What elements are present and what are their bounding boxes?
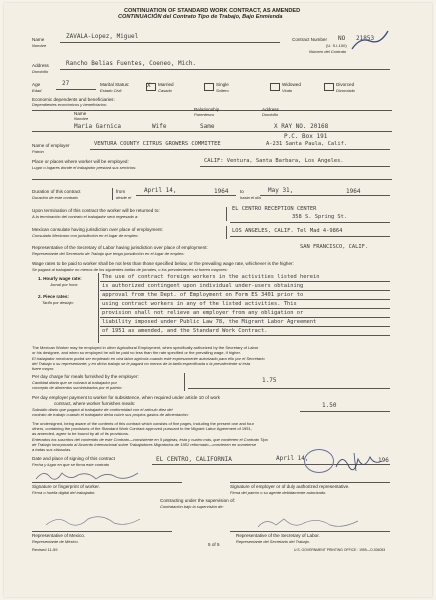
employer-signature-line <box>230 482 390 483</box>
revised-date: Revised 11-59 <box>32 547 58 552</box>
meals-value: 1.75 <box>262 377 277 384</box>
contract-number-label: Contract Number <box>292 37 327 42</box>
consulate-label: Mexican consulate having jurisdiction over place of employment: <box>32 227 163 232</box>
wage-intro-es: Se pagará al trabajador no menos de los siguientes tarifas de jornales, o los prevalecientes si fueren mayores: <box>32 267 228 272</box>
subsistence-value: 1.50 <box>322 402 337 409</box>
contract-page <box>4 3 432 597</box>
address-label-es: Domicilio <box>32 69 49 74</box>
wage-rule <box>100 290 390 291</box>
divorced-label-es: Divorciado <box>336 88 355 93</box>
subsistence-label-es: Subsidio diario que pagará al trabajador de conformidad con el artículo diez del <box>32 407 173 412</box>
worker-name: ZAVALA-Lopez, Miguel <box>66 33 139 40</box>
single-checkbox <box>204 83 214 91</box>
wage-rule <box>100 308 390 309</box>
subsistence-label: Per day employer payment to worker for subsistence, when required under article 10 of work <box>32 395 220 400</box>
wage-text-line: liability imposed under Public Law 78, the Migrant Labor Agreement <box>102 319 317 325</box>
transfer-text-line: The Mexican Worker may be employed in other Agricultural Employment, when specifically authorized by the Secretary of Labor <box>32 345 259 350</box>
divorced-label: Divorced <box>336 82 355 87</box>
signing-year: 196 <box>378 457 389 464</box>
employer-address: A-231 Santa Paula, Calif. <box>266 141 348 147</box>
employer-signature-icon <box>334 451 386 473</box>
divorced-checkbox <box>324 83 334 91</box>
duration-divider <box>112 188 113 200</box>
dependent-address: Same <box>200 123 215 130</box>
return-label: Upon termination of this contract the worker will be returned to: <box>32 208 160 213</box>
signing-place: EL CENTRO, CALIFORNIA <box>156 456 232 463</box>
official-stamp <box>304 449 334 473</box>
mexico-rep-label: Representative of Mexico. <box>32 533 86 538</box>
from-label: from <box>116 189 126 194</box>
wage-divider <box>98 273 99 343</box>
page-number: 5 of 5 <box>208 542 220 547</box>
widowed-checkbox <box>270 83 280 91</box>
piece-label-es: Tarifa por destajo: <box>42 300 74 305</box>
place-label: Place or places where worker will be employed: <box>32 159 129 164</box>
wage-text-line: using contract workers in any of the listed activities. This <box>102 301 297 307</box>
reception-center: EL CENTRO RECEPTION CENTER <box>232 206 317 212</box>
signing-label-es: Fecha y lugar en que se firma este contrato <box>32 462 110 467</box>
supervision-label: Contracting under the supervision of: <box>160 498 236 503</box>
contract-number: 21853 <box>356 35 375 42</box>
marital-label-es: Estado Civil: <box>100 88 123 93</box>
labor-rep-line <box>230 531 390 532</box>
employer-underline <box>90 149 390 150</box>
name-underline <box>60 42 280 43</box>
transfer-text-line: fuere mayor. <box>32 366 55 371</box>
return-underline <box>230 222 390 223</box>
place-label-es: Lugar o lugares donde el trabajador prestará sus servicios: <box>32 165 137 170</box>
age-label: Age <box>32 82 41 87</box>
worker-signature-label-es: Firma o huella digital del trabajador. <box>32 490 96 495</box>
address-underline <box>60 69 390 70</box>
meals-underline <box>188 388 390 389</box>
employer-label: Name of employer <box>32 143 70 148</box>
consulate-divider <box>226 226 227 239</box>
dep-addr-col-es: Domicilio <box>262 112 279 117</box>
meals-label: Per day charge for meals furnished by the employer: <box>32 374 139 379</box>
widowed-label: Widowed <box>282 82 301 87</box>
mexico-rep-line <box>32 531 172 532</box>
consulate-label-es: Consulado Mexicano con jurisdicción en el lugar de empleo: <box>32 233 139 238</box>
to-year: 1964 <box>346 188 361 195</box>
meals-label-es: Cantidad diaria que se cobrará al trabajador por <box>32 380 117 385</box>
dep-rel-col: Relationship <box>194 107 220 112</box>
meals-divider <box>184 373 185 391</box>
worker-signature-line <box>32 482 182 483</box>
from-label-es: desde el <box>116 195 132 200</box>
labor-rep-label-es: Representante del Secretario del Trabajo. <box>236 539 310 544</box>
from-date: April 14, <box>144 187 177 194</box>
employer-signature-label: Signature of employer or of duly authorized representative. <box>230 484 350 489</box>
dependent-name: Maria Garnica <box>74 123 121 130</box>
married-check-mark: X <box>147 82 151 89</box>
wage-rule <box>100 317 390 318</box>
single-label: Single <box>216 82 229 87</box>
agreement-text-line: others, containing the provisions of the Standard Work Contract approved pursuant to the Migrant Labor Agreement of 1951, <box>32 426 252 431</box>
age-label-es: Edad <box>32 88 42 93</box>
agreement-text-line: The undersigned, being aware of the contents of this contract which consists of five pages, including the present one and four <box>32 421 254 426</box>
hourly-label-es: Jornal por hora: <box>50 282 79 287</box>
contract-number-sub: (U. S.I-100) <box>326 43 347 48</box>
dep-addr-col: Address <box>262 107 279 112</box>
rep-label: Representative of the Secretary of Labor having jurisdiction over place of employment: <box>32 245 208 250</box>
wage-intro: Wage rates to be paid to worker shall be not less than those specified below, or the prevailing wage rate, whichever is the higher: <box>32 261 294 266</box>
wage-rule <box>100 299 390 300</box>
wage-text-line: The use of contract foreign workers in the activities listed herein <box>102 274 320 280</box>
subsistence-label-2: contract, where worker furnishes meals: <box>54 401 136 406</box>
rep-value: SAN FRANCISCO, CALIF. <box>300 244 369 250</box>
place-underline-2 <box>32 179 392 180</box>
transfer-text-line: El trabajador mexicano podrá ser empleado en otra labor agrícola cuando esté expresamente autorizado para ello por el Secretario <box>32 356 265 361</box>
duration-label-es: Duración de este contrato <box>32 195 78 200</box>
wage-text-line: is authorized contingent upon individual under-users obtaining <box>102 283 304 289</box>
duration-label: Duration of this contract <box>32 189 81 194</box>
wage-text-line: provision shall not relieve an employer from any obligation or <box>102 310 304 316</box>
wage-text-line: of 1951 as amended, and the Standard Work Contract. <box>102 328 268 334</box>
widowed-label-es: Viudo <box>282 88 293 93</box>
agreement-text-line: de Trabajo incorporado al Acuerdo Internacional sobre Trabajadores Migratorios de 1951 reformado—convienen en someterse <box>32 442 257 447</box>
name-label: Name <box>32 37 45 42</box>
worker-signature-label: Signature or fingerprint of worker. <box>32 484 100 489</box>
subsistence-underline <box>300 411 390 412</box>
married-label: Married <box>158 82 174 87</box>
to-date: May 31, <box>268 187 294 194</box>
meals-label-es-2: concepto de alimentos suministrados por el patrón: <box>32 385 123 390</box>
name-label-es: Nombre <box>32 43 47 48</box>
hourly-label: 1. Hourly wage rate: <box>38 276 82 281</box>
mexico-rep-label-es: Representante de México. <box>32 539 79 544</box>
married-label-es: Casado <box>158 88 172 93</box>
dependents-label: Economic dependents and beneficiaries: <box>32 97 115 102</box>
rep-label-es: Representante del Secretario de Trabajo que tenga jurisdicción en el lugar de empleo: <box>32 251 185 256</box>
transfer-text-line: or his designee, and when so employed he will be paid no less than the rate specified or the prevailing wage, if higher. <box>32 350 241 355</box>
agreement-text-line: as amended, agree to be bound by all of its provisions. <box>32 431 129 436</box>
to-label: to <box>240 189 244 194</box>
xray-number: X RAY NO. 20168 <box>274 123 329 130</box>
printer-line: U.S. GOVERNMENT PRINTING OFFICE : 1959—O-534053 <box>294 548 386 552</box>
place-value: CALIF: Ventura, Santa Barbara, Los Angeles. <box>204 158 344 164</box>
place-underline <box>200 166 390 167</box>
wage-rule <box>100 326 390 327</box>
document-subtitle: CONTINUACIÓN del Contrato Tipo de Trabajo, Bajo Enmienda <box>118 14 283 20</box>
contract-number-label-es: Número del Contrato <box>309 49 347 54</box>
worker-address: Rancho Belias Fuentes, Coeneo, Mich. <box>66 60 197 67</box>
dep-rel-col-es: Parentesco <box>194 112 215 117</box>
dependents-label-es: Dependientes económicos y beneficiarios: <box>32 102 107 107</box>
piece-label: 2. Piece rates: <box>38 294 69 299</box>
return-label-es: A la terminación del contrato el trabajador será regresado a: <box>32 214 139 219</box>
dep-name-col-es: Nombre <box>74 116 89 121</box>
reception-address: 358 S. Spring St. <box>292 214 348 220</box>
wage-rule <box>100 281 390 282</box>
signing-label: Date and place of signing of this contract <box>32 456 115 461</box>
to-underline <box>260 195 390 196</box>
labor-rep-signature-icon <box>254 513 364 533</box>
consulate-underline <box>230 236 390 237</box>
document-title: CONTINUATION OF STANDARD WORK CONTRACT, AS AMENDED <box>124 8 301 14</box>
dep-name-col: Name <box>74 111 87 116</box>
address-label: Address <box>32 63 49 68</box>
wage-rule <box>100 335 390 336</box>
mexico-rep-signature-icon <box>44 511 144 531</box>
age-underline <box>56 89 96 90</box>
pen-scribble-icon <box>350 29 390 51</box>
agreement-text-line: Enterados los suscritos del contenido de este Contrato—consistente en 5 páginas, ésta y cuatro más, que contienen el Contrato Tipo <box>32 437 268 442</box>
marital-label: Marital Status: <box>100 82 130 87</box>
employer-signature-label-es: Firma del patrón o su agente debidamente autorizado. <box>230 490 327 495</box>
employer-name: VENTURA COUNTY CITRUS GROWERS COMMITTEE <box>94 141 221 147</box>
dependent-underline <box>32 131 392 132</box>
consulate-value: LOS ANGELES, CALIF. Tel Mad 4-9864 <box>232 228 343 234</box>
from-year: 1964 <box>214 188 229 195</box>
return-divider <box>226 207 227 221</box>
employer-label-es: Patrón <box>32 149 44 154</box>
to-label-es: hasta el día <box>240 195 261 200</box>
single-label-es: Soltero <box>216 88 229 93</box>
from-underline <box>136 195 236 196</box>
labor-rep-label: Representative of the Secretary of Labor. <box>236 533 320 538</box>
wage-text-line: approval from the Dept. of Employment on Form ES 3401 prior to <box>102 292 304 298</box>
subsistence-label-es-2: contrato de trabajo cuando el trabajador deba cubrir sus propios gastos de alimentación: <box>32 412 189 417</box>
transfer-text-line: del Trabajo o su representante; y en dicha trabajo se le pagará no menos de la tarifa especificada o la prevaleciente si ésta <box>32 361 251 366</box>
agreement-text-line: a todas sus cláusulas. <box>32 447 72 452</box>
po-box: P.C. Box 191 <box>284 133 328 140</box>
dependent-relationship: Wife <box>152 123 167 130</box>
signing-date: April 14, <box>276 455 309 462</box>
contract-number-prefix: NO <box>338 35 346 42</box>
worker-age: 27 <box>62 80 70 87</box>
supervision-label-es: Contratación bajo la supervisión de: <box>160 504 224 509</box>
